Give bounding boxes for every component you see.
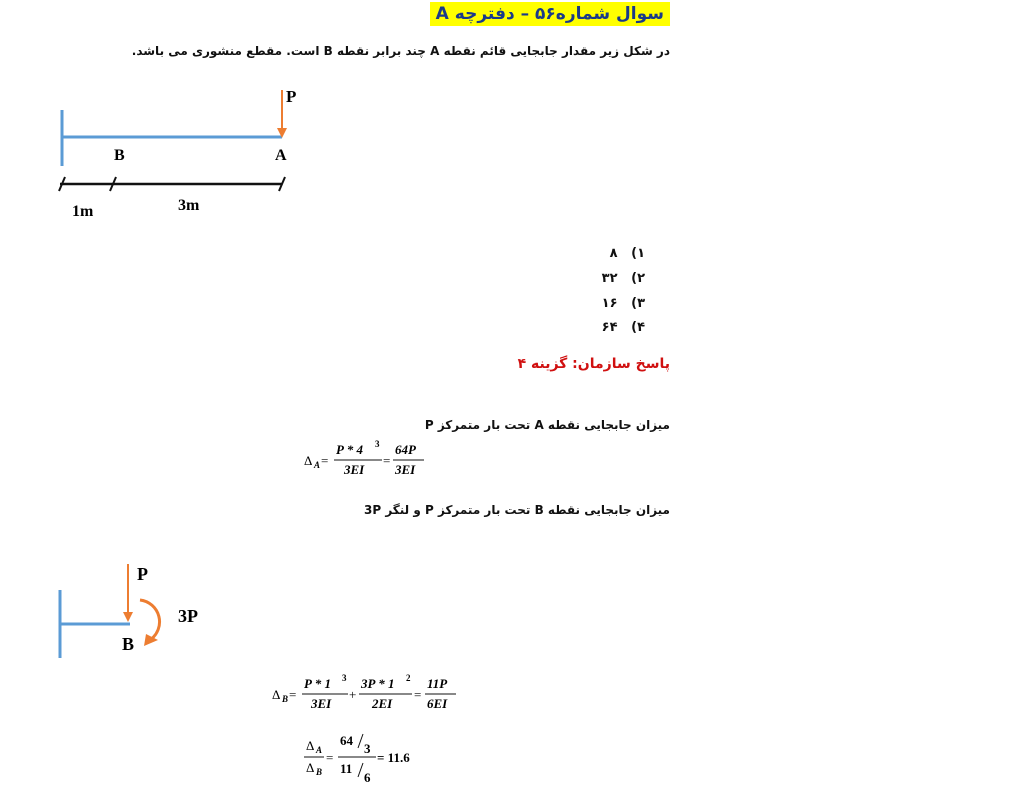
svg-text:=: =	[383, 453, 391, 468]
delta-a-symbol: Δ	[306, 738, 315, 753]
svg-text:=: =	[321, 453, 329, 468]
option-number: ۲)	[631, 271, 645, 286]
solution-step-2: میزان جابجایی نقطه B تحت بار متمرکز P و لنگر 3P	[364, 503, 670, 517]
point-b-label: B	[122, 634, 135, 654]
option-3[interactable]	[602, 296, 645, 311]
ratio-den-a: 11	[340, 761, 353, 776]
question-text: در شکل زیر مقدار جابجایی قائم نقطه A چند برابر نقطه B است. مقطع منشوری می باشد.	[131, 44, 670, 58]
equation-delta-a	[300, 438, 440, 482]
svg-text:=: =	[289, 687, 297, 702]
question-title: سوال شماره۵۶ – دفترچه A	[430, 2, 670, 26]
official-answer: پاسخ سازمان: گزینه ۴	[517, 356, 670, 372]
delta-b-subscript: B	[316, 767, 323, 777]
option-value: ۶۴	[601, 320, 618, 335]
eq2-result-numerator: 11P	[427, 676, 448, 691]
eq2-result-denominator: 6EI	[427, 696, 448, 711]
option-value: ۱۶	[601, 296, 618, 311]
eq2-term2-exponent: 2	[406, 673, 411, 683]
point-a-label: A	[275, 147, 287, 164]
eq2-term2-numerator: 3P * 1	[361, 676, 395, 691]
delta-b-symbol: Δ	[306, 760, 315, 775]
svg-text:=: =	[326, 750, 334, 765]
load-arrow-head	[123, 612, 133, 622]
option-value: ۳۲	[601, 271, 618, 286]
ratio-num-a: 64	[340, 733, 353, 748]
eq2-term1-denominator: 3EI	[311, 696, 332, 711]
option-4[interactable]	[602, 320, 645, 335]
cantilever-beam-figure	[40, 80, 320, 230]
moment-label: 3P	[178, 606, 198, 626]
eq1-result-numerator: 64P	[395, 442, 416, 457]
eq2-term2-denominator: 2EI	[372, 696, 393, 711]
dimension-1m: 1m	[72, 203, 94, 220]
point-b-load-figure	[40, 560, 240, 670]
option-number: ۴)	[631, 320, 645, 335]
option-1[interactable]	[610, 246, 645, 261]
delta-a-subscript: A	[316, 745, 323, 755]
delta-subscript: B	[282, 694, 289, 704]
eq1-denominator: 3EI	[344, 462, 365, 477]
eq2-term1-exponent: 3	[342, 673, 347, 683]
ratio-result: = 11.6	[377, 750, 410, 765]
eq1-numerator: P * 4	[336, 442, 363, 457]
moment-arc	[140, 600, 160, 640]
option-value: ۸	[609, 246, 618, 261]
delta-subscript: A	[314, 460, 321, 470]
ratio-den-b: 6	[364, 770, 371, 785]
solution-step-1: میزان جابجایی نقطه A تحت بار متمرکز P	[424, 418, 670, 432]
load-label: P	[137, 564, 148, 584]
svg-text:+: +	[349, 687, 357, 702]
eq1-exponent: 3	[375, 439, 380, 449]
equation-delta-b	[268, 672, 468, 716]
eq2-term1-numerator: P * 1	[304, 676, 331, 691]
dimension-3m: 3m	[178, 197, 200, 214]
delta-symbol: Δ	[304, 453, 313, 468]
svg-text:=: =	[414, 687, 422, 702]
delta-symbol: Δ	[272, 687, 281, 702]
point-b-label: B	[114, 147, 125, 164]
option-number: ۱)	[631, 246, 645, 261]
equation-ratio	[300, 728, 440, 786]
option-number: ۳)	[631, 296, 645, 311]
option-2[interactable]	[602, 271, 645, 286]
eq1-result-denominator: 3EI	[395, 462, 416, 477]
load-label: P	[286, 87, 297, 106]
ratio-num-b: 3	[364, 741, 371, 756]
